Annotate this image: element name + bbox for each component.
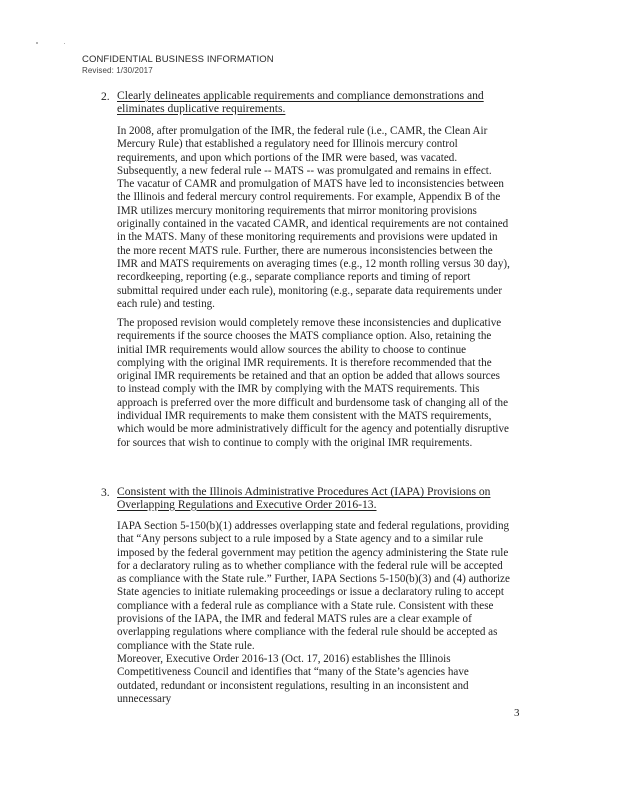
paragraph: In 2008, after promulgation of the IMR, the federal rule (i.e., CAMR, the Clean Air Mercury Rule) that established a regulatory need for Illinois mercury control requirements, and upon which portions of the IMR were based, was vacated. Subsequently, a new federal rule -- MATS -- was promulgated and remains in effect. The vacatur of CAMR and promulgation of MATS have led to inconsistencies between the Illinois and federal mercury control requirements. For example, Appendix B of the IMR utilizes mercury monitoring requirements that mirror monitoring provisions originally contained in the vacated CAMR, and identical requirements are not contained in the MATS. Many of these monitoring requirements and provisions were updated in the more recent MATS rule. Further, there are numerous inconsistencies between the IMR and MATS requirements on averaging times (e.g., 12 month rolling versus 30 day), recordkeeping, reporting (e.g., separate compliance reports and timing of report submittal required under each rule), monitoring (e.g., separate data requirements under each rule) and testing.	[117, 125, 510, 310]
section-heading: Clearly delineates applicable requirements and compliance demonstrations and eliminates duplicative requirements.	[117, 89, 484, 115]
paragraph: IAPA Section 5-150(b)(1) addresses overlapping state and federal regulations, providing that “Any persons subject to a rule imposed by a State agency and to a similar rule imposed by the federal government may petition the agency administering the State rule for a declaratory ruling as to whether compliance with the federal rule will be accepted as compliance with the State rule.” Further, IAPA Sections 5-150(b)(3) and (4) authorize State agencies to initiate rulemaking proceedings or issue a declaratory ruling to accept compliance with a federal rule as compliance with a State rule. Consistent with these provisions of the IAPA, the IMR and federal MATS rules are a clear example of overlapping regulations where compliance with the federal rule should be accepted as compliance with the State rule.	[117, 520, 510, 652]
section-heading: Consistent with the Illinois Administrative Procedures Act (IAPA) Provisions on Overlapping Regulations and Executive Order 2016-13.	[117, 485, 491, 511]
scan-speck	[36, 42, 38, 44]
item-number: 2.	[101, 90, 110, 103]
confidential-label: CONFIDENTIAL BUSINESS INFORMATION	[82, 54, 274, 65]
item-number: 3.	[101, 486, 110, 499]
paragraph: The proposed revision would completely remove these inconsistencies and duplicative requirements if the source chooses the MATS compliance option. Also, retaining the initial IMR requirements would allow sources the ability to choose to continue complying with the original IMR requirements. It is therefore recommended that the original IMR requirements be retained and that an option be added that allows sources to instead comply with the IMR by complying with the MATS requirements. This approach is preferred over the more difficult and burdensome task of changing all of the individual IMR requirements to make them consistent with the MATS requirements, which would be more administratively difficult for the agency and potentially disruptive for sources that wish to continue to comply with the original IMR requirements.	[117, 317, 509, 449]
page-number: 3	[514, 707, 520, 719]
document-header	[82, 54, 274, 76]
revised-date: Revised: 1/30/2017	[82, 66, 153, 75]
scan-speck	[64, 43, 65, 44]
paragraph: Moreover, Executive Order 2016-13 (Oct. 17, 2016) establishes the Illinois Competitiveness Council and identifies that “many of the State’s agencies have outdated, redundant or inconsistent regulations, resulting in an inconsistent and unnecessary	[117, 653, 469, 705]
